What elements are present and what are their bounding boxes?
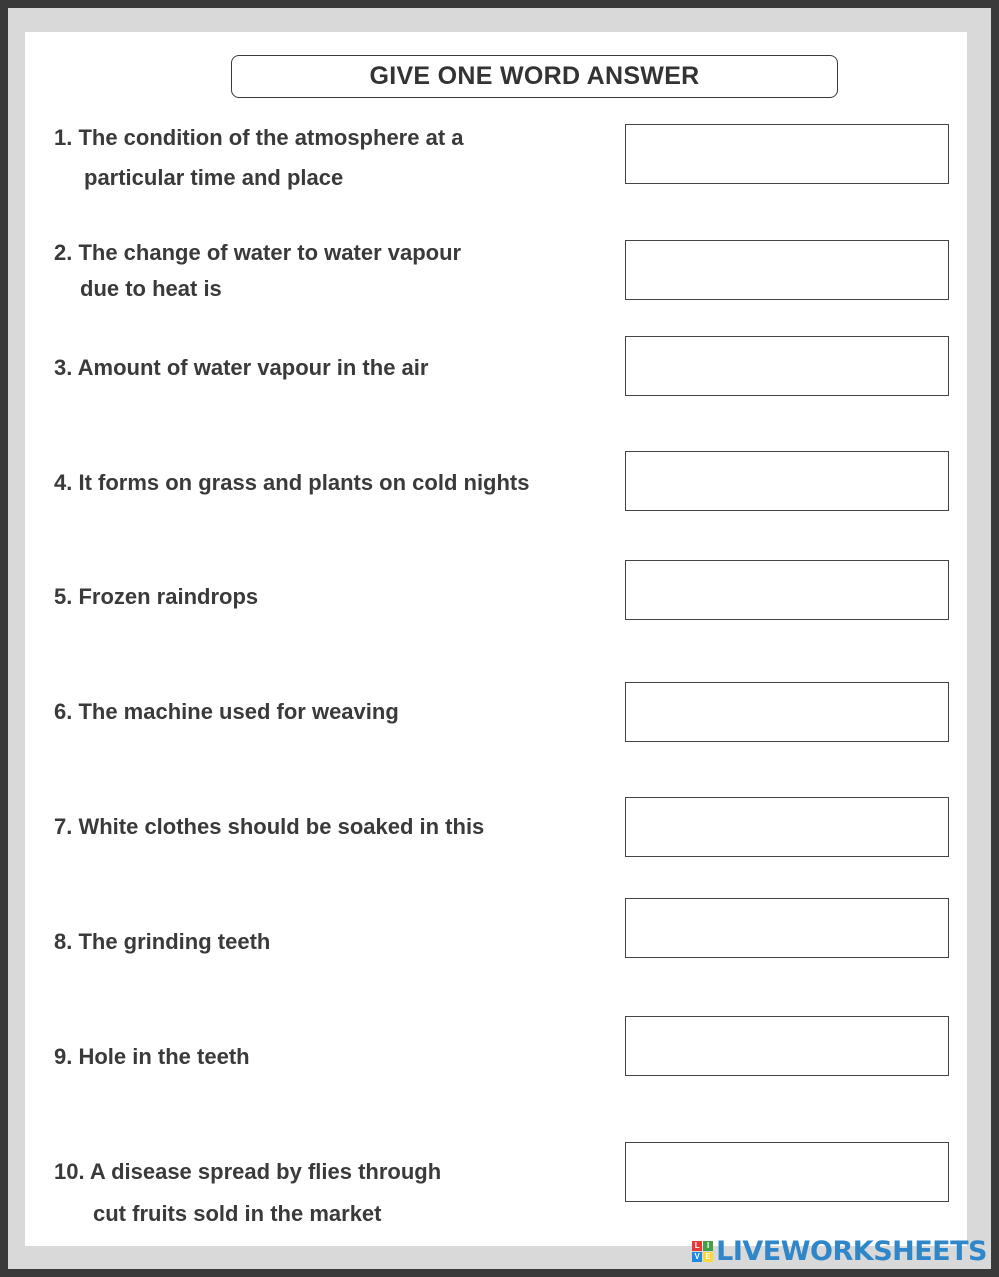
question-9: [54, 1044, 250, 1070]
question-1-line2: particular time and place: [84, 165, 344, 190]
question-1-line1: 1. The condition of the atmosphere at a: [54, 125, 464, 150]
answer-input-5[interactable]: [625, 560, 949, 620]
question-10-line2: cut fruits sold in the market: [93, 1201, 382, 1226]
question-6-line1: 6. The machine used for weaving: [54, 699, 399, 724]
logo-mark-letter-i: I: [703, 1241, 713, 1251]
answer-input-7[interactable]: [625, 797, 949, 857]
question-7: [54, 814, 484, 840]
logo-mark-letter-l: L: [692, 1241, 702, 1251]
liveworksheets-mark-icon: [692, 1241, 713, 1262]
question-2-line2: due to heat is: [80, 276, 222, 301]
answer-input-6[interactable]: [625, 682, 949, 742]
answer-input-3[interactable]: [625, 336, 949, 396]
question-2-line1: 2. The change of water to water vapour: [54, 240, 462, 265]
question-8-line1: 8. The grinding teeth: [54, 929, 271, 954]
question-3: [54, 355, 428, 381]
question-9-line1: 9. Hole in the teeth: [54, 1044, 250, 1069]
answer-input-10[interactable]: [625, 1142, 949, 1202]
question-4-line1: 4. It forms on grass and plants on cold nights: [54, 470, 530, 495]
question-5-line1: 5. Frozen raindrops: [54, 584, 259, 609]
question-8: [54, 929, 270, 955]
logo-mark-letter-e: E: [703, 1252, 713, 1262]
question-6: [54, 699, 399, 725]
question-2: [54, 240, 461, 302]
answer-input-4[interactable]: [625, 451, 949, 511]
question-7-line1: 7. White clothes should be soaked in this: [54, 814, 485, 839]
liveworksheets-logo-text: LIVEWORKSHEETS: [716, 1236, 987, 1267]
question-10: [54, 1159, 441, 1227]
question-4: [54, 470, 530, 496]
answer-input-1[interactable]: [625, 124, 949, 184]
question-10-line1: 10. A disease spread by flies through: [54, 1159, 442, 1184]
question-5: [54, 584, 258, 610]
liveworksheets-logo: [692, 1236, 987, 1267]
answer-input-8[interactable]: [625, 898, 949, 958]
logo-mark-letter-v: V: [692, 1252, 702, 1262]
question-1: [54, 125, 464, 191]
answer-input-9[interactable]: [625, 1016, 949, 1076]
answer-input-2[interactable]: [625, 240, 949, 300]
question-3-line1: 3. Amount of water vapour in the air: [54, 355, 429, 380]
worksheet-title: GIVE ONE WORD ANSWER: [231, 55, 838, 98]
